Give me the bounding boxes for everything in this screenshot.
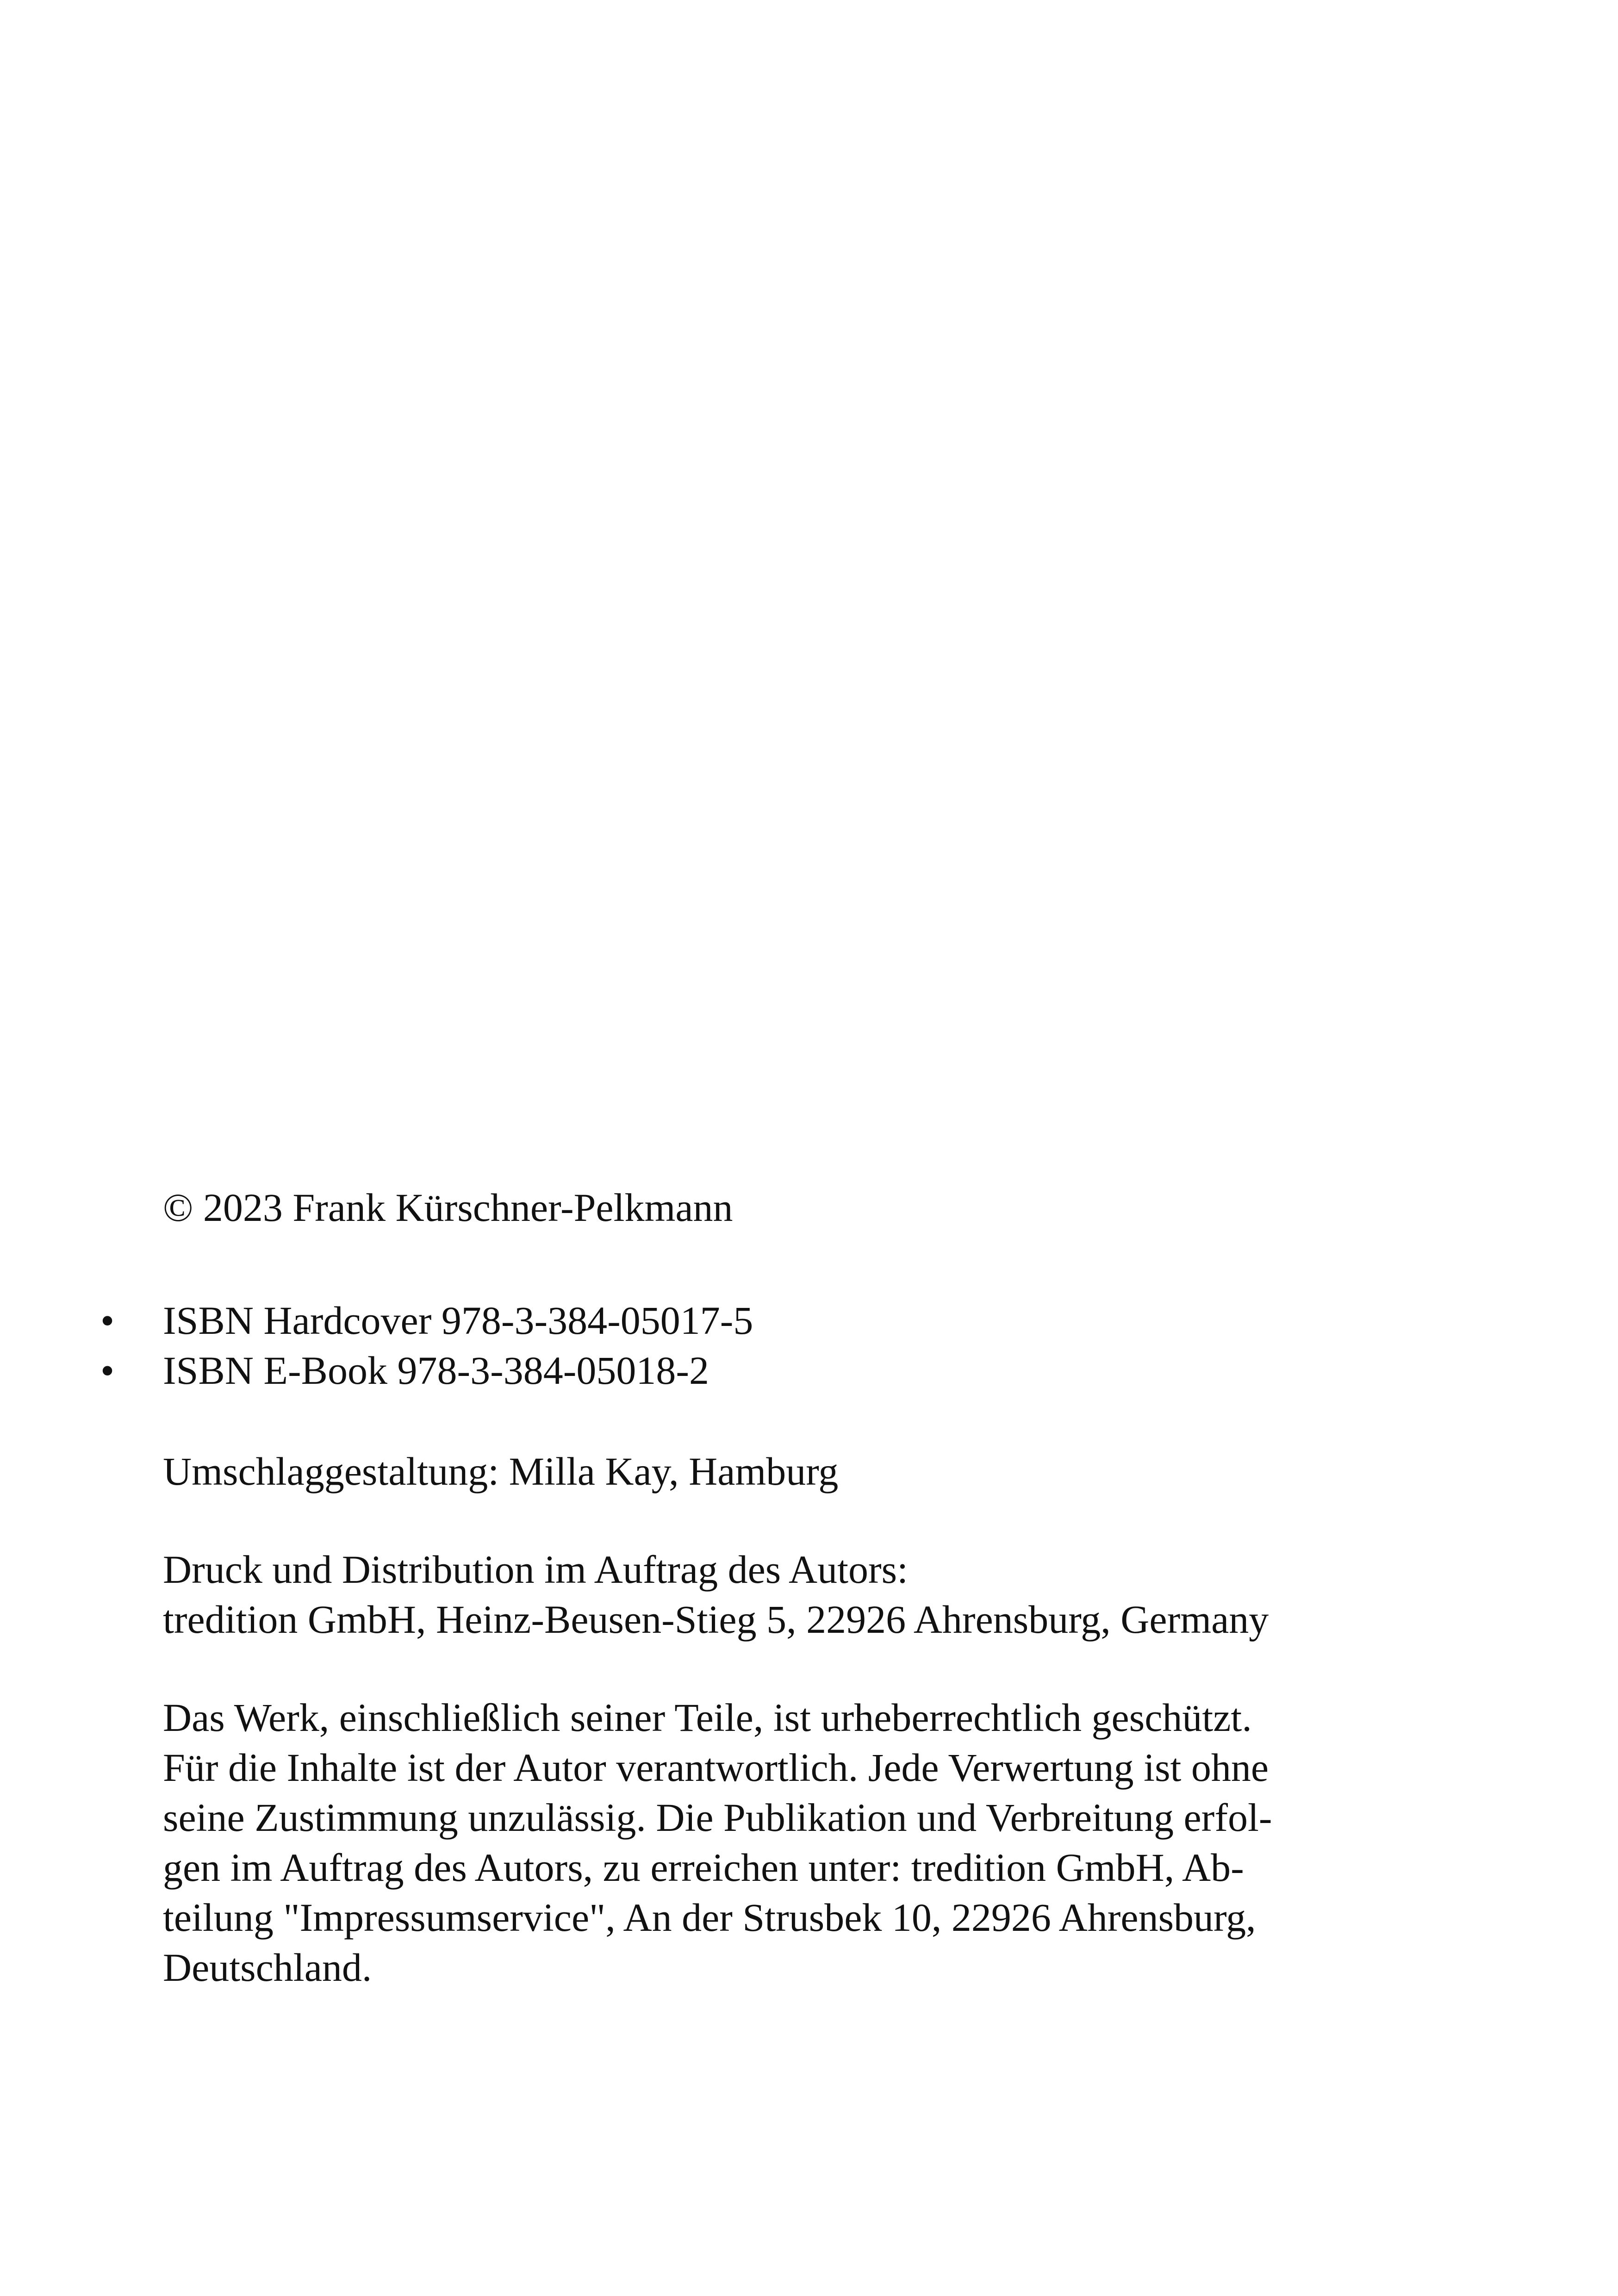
isbn-ebook: ISBN E-Book 978-3-384-05018-2 bbox=[163, 1348, 709, 1393]
copyright-notice: © 2023 Frank Kürschner-Pelkmann bbox=[163, 1185, 733, 1230]
bullet-icon: • bbox=[100, 1298, 115, 1343]
isbn-ebook-item bbox=[100, 1345, 1459, 1395]
cover-design-credit: Umschlaggestaltung: Milla Kay, Hamburg bbox=[163, 1449, 839, 1493]
legal-line: teilung "Impressumservice", An der Strusbek 10, 22926 Ahrensburg, bbox=[163, 1895, 1256, 1940]
legal-line: gen im Auftrag des Autors, zu erreichen unter: tredition GmbH, Ab- bbox=[163, 1845, 1244, 1890]
isbn-list bbox=[100, 1295, 1459, 1395]
isbn-hardcover-item bbox=[100, 1295, 1459, 1345]
legal-notice bbox=[163, 1692, 1459, 1992]
bullet-icon: • bbox=[100, 1348, 115, 1393]
legal-line: Das Werk, einschließlich seiner Teile, ist urheberrechtlich geschützt. bbox=[163, 1695, 1252, 1740]
publisher-address: tredition GmbH, Heinz-Beusen-Stieg 5, 22926 Ahrensburg, Germany bbox=[163, 1597, 1269, 1642]
legal-line: Für die Inhalte ist der Autor verantwortlich. Jede Verwertung ist ohne bbox=[163, 1745, 1269, 1790]
legal-line: seine Zustimmung unzulässig. Die Publikation und Verbreitung erfol- bbox=[163, 1795, 1272, 1840]
distribution-line: Druck und Distribution im Auftrag des Autors: bbox=[163, 1547, 908, 1592]
distribution-notice bbox=[163, 1544, 1459, 1644]
imprint-block bbox=[100, 1182, 1459, 1992]
isbn-hardcover: ISBN Hardcover 978-3-384-05017-5 bbox=[163, 1298, 753, 1343]
legal-line: Deutschland. bbox=[163, 1945, 372, 1990]
